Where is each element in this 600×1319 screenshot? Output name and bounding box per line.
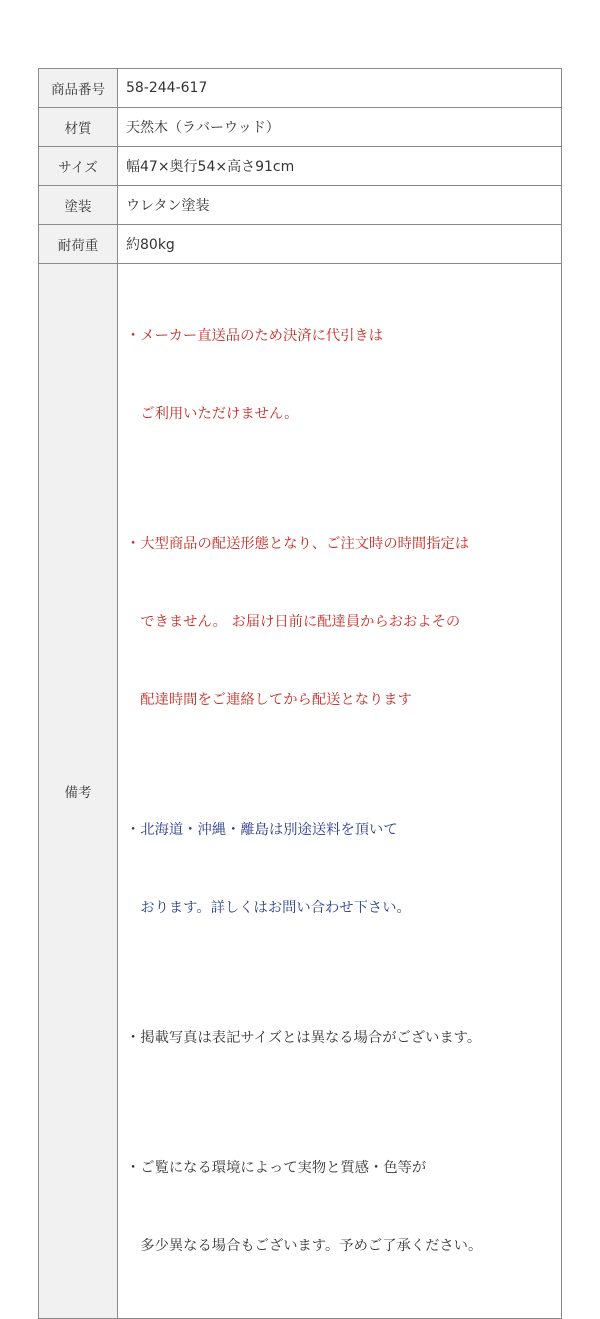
note-line: ご利用いただけません。 <box>126 406 299 422</box>
note-item <box>126 973 561 1103</box>
notes-label: 備考 <box>39 264 118 1319</box>
note-item <box>126 271 561 479</box>
spec-row-load-capacity <box>39 225 562 264</box>
note-line: 多少異なる場合もございます。予めご了承ください。 <box>126 1238 483 1254</box>
spec-value: 天然木（ラバーウッド） <box>118 108 562 147</box>
note-line: できません。 お届け日前に配達員からおおよその <box>126 614 461 630</box>
spec-value: 幅47×奥行54×高さ91cm <box>118 147 562 186</box>
spec-label: 塗装 <box>39 186 118 225</box>
spec-row-finish <box>39 186 562 225</box>
note-item <box>126 479 561 765</box>
note-line: ・大型商品の配送形態となり、ご注文時の時間指定は <box>126 536 470 552</box>
note-line: 配達時間をご連絡してから配送となります <box>126 692 412 708</box>
spec-row-notes <box>39 264 562 1319</box>
spec-table <box>38 68 562 1319</box>
note-item <box>126 1103 561 1311</box>
spec-row-material <box>39 108 562 147</box>
note-line: ・ご覧になる環境によって実物と質感・色等が <box>126 1160 427 1176</box>
spec-value: 58-244-617 <box>118 69 562 108</box>
spec-value: ウレタン塗装 <box>118 186 562 225</box>
spec-label: 材質 <box>39 108 118 147</box>
spec-value: 約80kg <box>118 225 562 264</box>
note-line: ・掲載写真は表記サイズとは異なる場合がございます。 <box>126 1030 482 1046</box>
note-line: ・北海道・沖縄・離島は別途送料を頂いて <box>126 822 398 838</box>
notes-cell <box>118 264 562 1319</box>
spec-label: 商品番号 <box>39 69 118 108</box>
spec-label: 耐荷重 <box>39 225 118 264</box>
spec-row-product-number <box>39 69 562 108</box>
note-line: おります。詳しくはお問い合わせ下さい。 <box>126 900 411 916</box>
spec-label: サイズ <box>39 147 118 186</box>
spec-row-size <box>39 147 562 186</box>
note-item <box>126 765 561 973</box>
note-line: ・メーカー直送品のため決済に代引きは <box>126 328 384 344</box>
